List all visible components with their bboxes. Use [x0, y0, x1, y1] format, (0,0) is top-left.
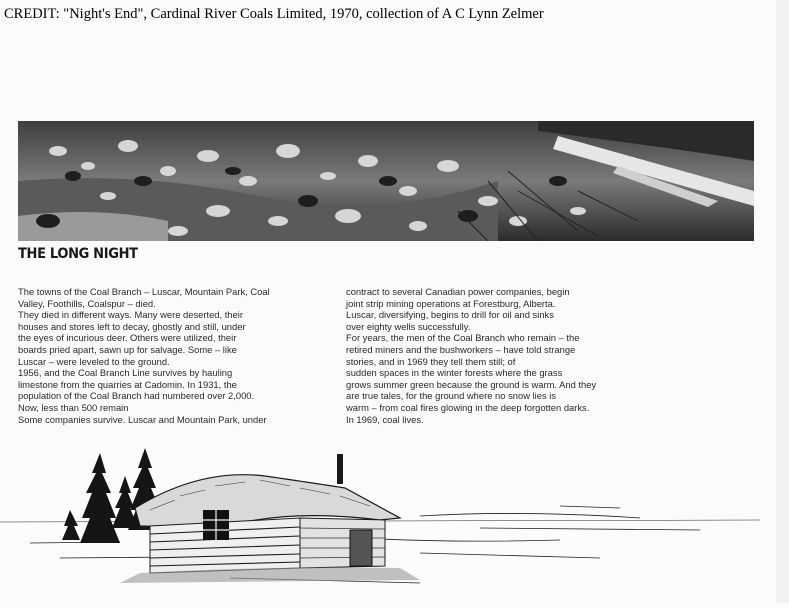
- article-text-line: They died in different ways. Many were deserted, their: [18, 309, 243, 321]
- article-text-line: Valley, Foothills, Coalspur – died.: [18, 297, 156, 309]
- article-title: THE LONG NIGHT: [18, 246, 138, 262]
- article-text-line: boards pried apart, sawn up for salvage. Some – like: [18, 343, 237, 355]
- article-text-line: For years, the men of the Coal Branch who remain – the: [346, 332, 580, 344]
- article-text-line: population of the Coal Branch had numbered over 2,000.: [18, 390, 255, 402]
- photo-credit: CREDIT: "Night's End", Cardinal River Coals Limited, 1970, collection of A C Lynn Zelmer: [4, 6, 544, 22]
- article-text-line: joint strip mining operations at Forestburg, Alberta.: [346, 297, 556, 309]
- article-text-line: sudden spaces in the winter forests where the grass: [346, 367, 563, 379]
- article-text-line: The towns of the Coal Branch – Luscar, Mountain Park, Coal: [18, 286, 270, 297]
- article-left-column: [18, 286, 336, 425]
- article-text-line: stories, and in 1969 they tell them still; of: [346, 355, 516, 367]
- article-right-column: [346, 286, 662, 425]
- article-text-line: Now, less than 500 remain: [18, 401, 129, 413]
- article-text-line: grows summer green because the ground is warm. And they: [346, 378, 597, 390]
- article-text-line: Luscar – were leveled to the ground.: [18, 355, 170, 367]
- article-text-line: are true tales, for the ground where no snow lies is: [346, 390, 557, 402]
- page-edge: [776, 0, 789, 603]
- article-text-line: In 1969, coal lives.: [346, 413, 424, 425]
- article-text-line: over eighty wells successfully.: [346, 320, 471, 332]
- log-cabin-sketch: [0, 448, 789, 603]
- article-text-line: warm – from coal fires glowing in the deep forgotten darks.: [346, 401, 590, 413]
- rocky-creek-image: [18, 121, 754, 241]
- article-text-line: contract to several Canadian power companies, begin: [346, 286, 570, 297]
- article-text-line: retired miners and the bushworkers – have told strange: [346, 343, 576, 355]
- log-cabin-illustration: [0, 448, 789, 603]
- article-text-line: Some companies survive. Luscar and Mountain Park, under: [18, 413, 267, 425]
- article-text-line: the eyes of incurious deer. Others were utilized, their: [18, 332, 237, 344]
- article-text-line: houses and stores left to decay, ghostly and still, under: [18, 320, 246, 332]
- article-text-line: limestone from the quarries at Cadomin. In 1931, the: [18, 378, 237, 390]
- rocky-creek-photo: [18, 121, 754, 241]
- article-text-line: Luscar, diversifying, begins to drill for oil and sinks: [346, 309, 554, 321]
- article-text-line: 1956, and the Coal Branch Line survives by hauling: [18, 367, 233, 379]
